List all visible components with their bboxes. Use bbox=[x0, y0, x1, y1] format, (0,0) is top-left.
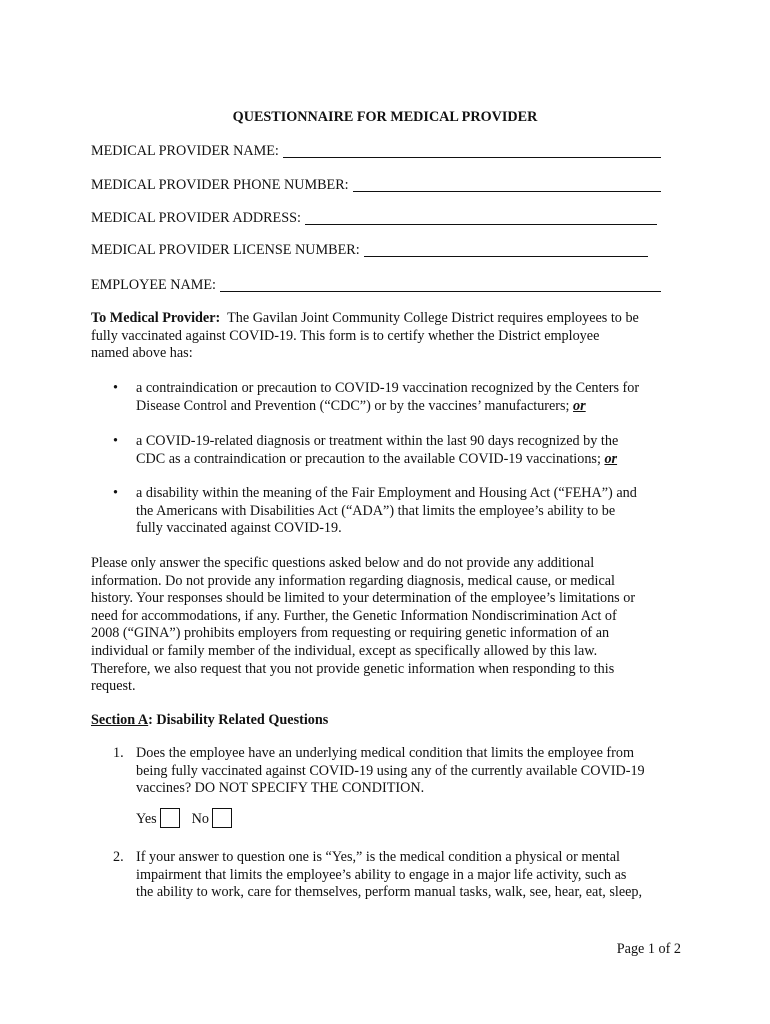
provider-phone-label: MEDICAL PROVIDER PHONE NUMBER: bbox=[91, 177, 349, 193]
question-1-line: Does the employee have an underlying medical condition that limits the employee from bbox=[136, 745, 634, 761]
bullet-marker: • bbox=[113, 485, 118, 501]
provider-license-label: MEDICAL PROVIDER LICENSE NUMBER: bbox=[91, 242, 360, 258]
employee-name-input[interactable] bbox=[220, 277, 661, 292]
intro-line-3: named above has: bbox=[91, 345, 193, 362]
yes-label: Yes bbox=[136, 811, 157, 827]
instructions-line: Please only answer the specific questions asked below and do not provide any additional bbox=[91, 555, 595, 571]
provider-phone-field bbox=[91, 177, 661, 194]
question-1-line: vaccines? DO NOT SPECIFY THE CONDITION. bbox=[136, 780, 425, 797]
bullet-2-or: or bbox=[604, 450, 618, 467]
no-checkbox[interactable] bbox=[212, 808, 232, 828]
bullet-3-line-3: fully vaccinated against COVID-19. bbox=[136, 520, 342, 537]
question-1-text bbox=[136, 745, 686, 798]
section-a-label: Section A bbox=[91, 712, 149, 728]
question-2-line: impairment that limits the employee’s ability to engage in a major life activity, such as bbox=[136, 866, 627, 883]
instructions-line: history. Your responses should be limited to your determination of the employee’s limitations or bbox=[91, 590, 636, 607]
bullet-1-line-1: a contraindication or precaution to COVID-19 vaccination recognized by the Centers for bbox=[136, 380, 640, 396]
section-a-title: : Disability Related Questions bbox=[148, 712, 329, 728]
section-a-heading bbox=[91, 712, 328, 729]
bullet-2-line-1: a COVID-19-related diagnosis or treatment within the last 90 days recognized by the bbox=[136, 433, 619, 449]
instructions-line: request. bbox=[91, 678, 136, 695]
question-1-number: 1. bbox=[113, 745, 124, 761]
intro-paragraph bbox=[91, 310, 686, 363]
bullet-2-line-2: CDC as a contraindication or precaution to the available COVID-19 vaccinations; bbox=[136, 450, 601, 467]
provider-name-label: MEDICAL PROVIDER NAME: bbox=[91, 143, 279, 159]
page-number: Page 1 of 2 bbox=[616, 941, 681, 957]
provider-address-field bbox=[91, 210, 657, 227]
bullet-item-1 bbox=[136, 380, 681, 415]
provider-phone-input[interactable] bbox=[353, 177, 661, 192]
instructions-line: information. Do not provide any information regarding diagnosis, medical cause, or medical bbox=[91, 572, 616, 589]
question-2-text bbox=[136, 849, 686, 902]
question-1-line: being fully vaccinated against COVID-19 using any of the currently available COVID-19 bbox=[136, 762, 645, 779]
provider-address-input[interactable] bbox=[305, 210, 657, 225]
instructions-line: Therefore, we also request that you not provide genetic information when responding to this bbox=[91, 660, 615, 677]
no-label: No bbox=[191, 811, 209, 827]
question-2-line: If your answer to question one is “Yes,” is the medical condition a physical or mental bbox=[136, 849, 620, 865]
bullet-3-line-1: a disability within the meaning of the Fair Employment and Housing Act (“FEHA”) and bbox=[136, 485, 637, 501]
document-title: QUESTIONNAIRE FOR MEDICAL PROVIDER bbox=[232, 109, 538, 125]
instructions-line: 2008 (“GINA”) prohibits employers from requesting or requiring genetic information of an bbox=[91, 625, 610, 642]
instructions-line: individual or family member of the individual, except as specifically allowed by this law. bbox=[91, 642, 598, 659]
provider-name-field bbox=[91, 143, 661, 160]
bullet-marker: • bbox=[113, 380, 118, 396]
provider-address-label: MEDICAL PROVIDER ADDRESS: bbox=[91, 210, 301, 226]
employee-name-field bbox=[91, 277, 661, 294]
intro-line-2: fully vaccinated against COVID-19. This form is to certify whether the District employee bbox=[91, 327, 600, 344]
yes-checkbox[interactable] bbox=[160, 808, 180, 828]
intro-line-1: The Gavilan Joint Community College District requires employees to be bbox=[220, 310, 639, 326]
bullet-item-3 bbox=[136, 485, 681, 538]
provider-license-input[interactable] bbox=[364, 242, 648, 257]
bullet-1-or: or bbox=[573, 397, 586, 414]
instructions-paragraph bbox=[91, 555, 686, 696]
employee-name-label: EMPLOYEE NAME: bbox=[91, 277, 216, 293]
bullet-3-line-2: the Americans with Disabilities Act (“ADA”) that limits the employee’s ability to be bbox=[136, 502, 616, 519]
bullet-marker: • bbox=[113, 433, 118, 449]
bullet-1-line-2: Disease Control and Prevention (“CDC”) or by the vaccines’ manufacturers; bbox=[136, 397, 570, 414]
intro-lead: To Medical Provider: bbox=[91, 310, 221, 326]
question-2-number: 2. bbox=[113, 849, 124, 865]
bullet-item-2 bbox=[136, 433, 681, 468]
instructions-line: need for accommodations, if any. Further, the Genetic Information Nondiscrimination Act of bbox=[91, 607, 617, 624]
question-1-answer bbox=[136, 808, 232, 828]
question-2-line: the ability to work, care for themselves, perform manual tasks, walk, see, hear, eat, sleep, bbox=[136, 884, 643, 901]
provider-license-field bbox=[91, 242, 648, 259]
provider-name-input[interactable] bbox=[283, 143, 661, 158]
